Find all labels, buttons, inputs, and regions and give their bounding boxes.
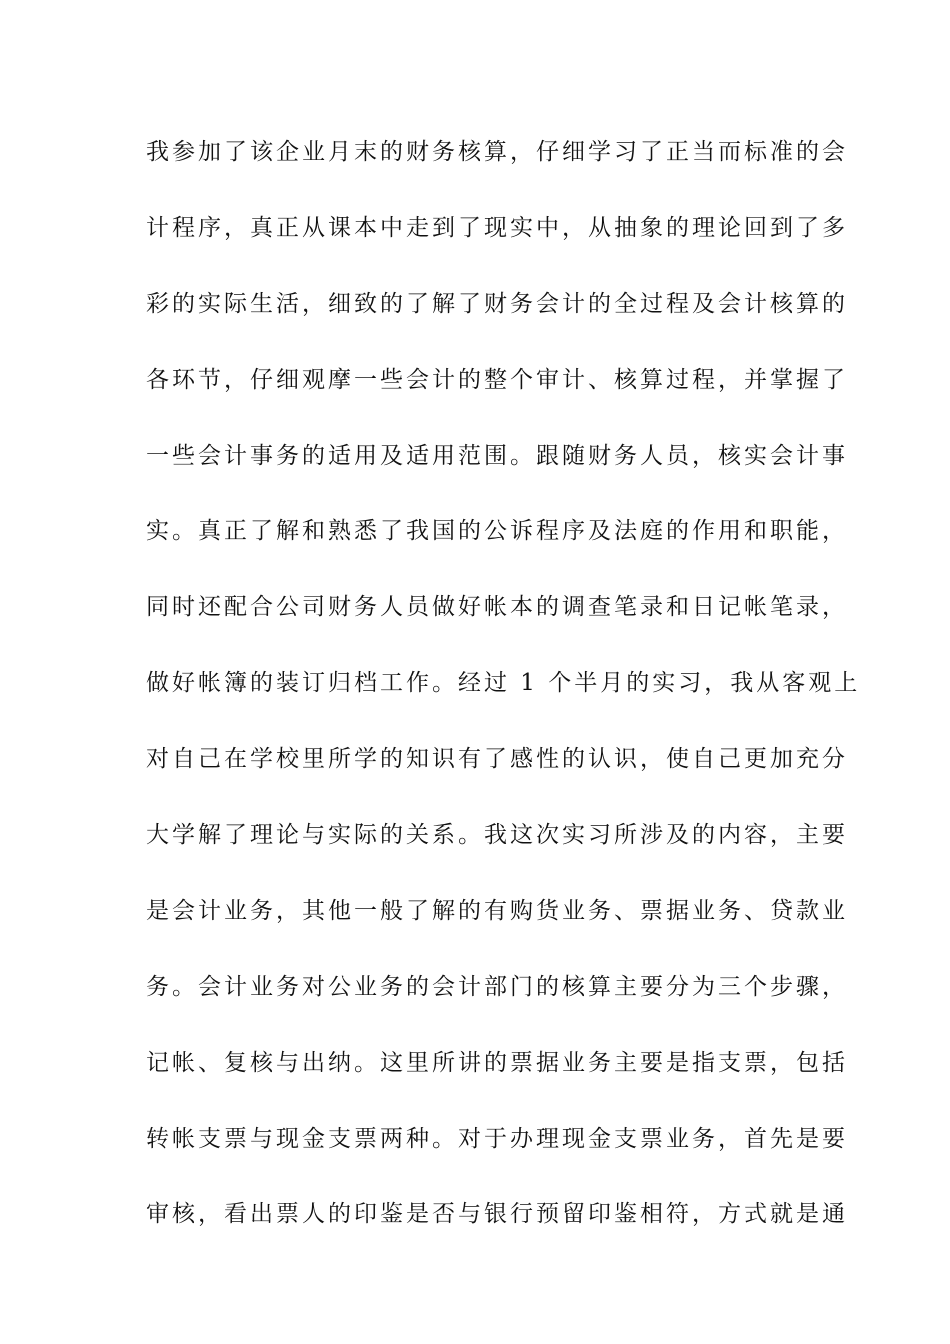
text-line-10: 大学解了理论与实际的关系。我这次实习所涉及的内容，主要 — [146, 822, 848, 849]
text-line-13: 记帐、复核与出纳。这里所讲的票据业务主要是指支票，包括 — [146, 1049, 848, 1076]
text-line-4: 各环节，仔细观摩一些会计的整个审计、核算过程，并掌握了 — [146, 366, 848, 393]
body-paragraph — [146, 130, 861, 1268]
text-line-14: 转帐支票与现金支票两种。对于办理现金支票业务，首先是要 — [146, 1125, 848, 1152]
text-line-8: 做好帐簿的装订归档工作。经过 1 个半月的实习，我从客观上 — [146, 670, 861, 697]
text-line-2: 计程序，真正从课本中走到了现实中，从抽象的理论回到了多 — [146, 214, 848, 241]
text-line-11: 是会计业务，其他一般了解的有购货业务、票据业务、贷款业 — [146, 897, 848, 924]
text-line-9: 对自己在学校里所学的知识有了感性的认识，使自己更加充分 — [146, 746, 848, 773]
text-line-6: 实。真正了解和熟悉了我国的公诉程序及法庭的作用和职能， — [146, 518, 848, 545]
text-line-15: 审核，看出票人的印鉴是否与银行预留印鉴相符，方式就是通 — [146, 1201, 848, 1228]
text-line-12: 务。会计业务对公业务的会计部门的核算主要分为三个步骤， — [146, 973, 848, 1000]
text-line-3: 彩的实际生活，细致的了解了财务会计的全过程及会计核算的 — [146, 290, 848, 317]
text-line-5: 一些会计事务的适用及适用范围。跟随财务人员，核实会计事 — [146, 442, 848, 469]
text-line-1: 我参加了该企业月末的财务核算，仔细学习了正当而标准的会 — [146, 139, 848, 165]
text-line-7: 同时还配合公司财务人员做好帐本的调查笔录和日记帐笔录， — [146, 594, 848, 621]
